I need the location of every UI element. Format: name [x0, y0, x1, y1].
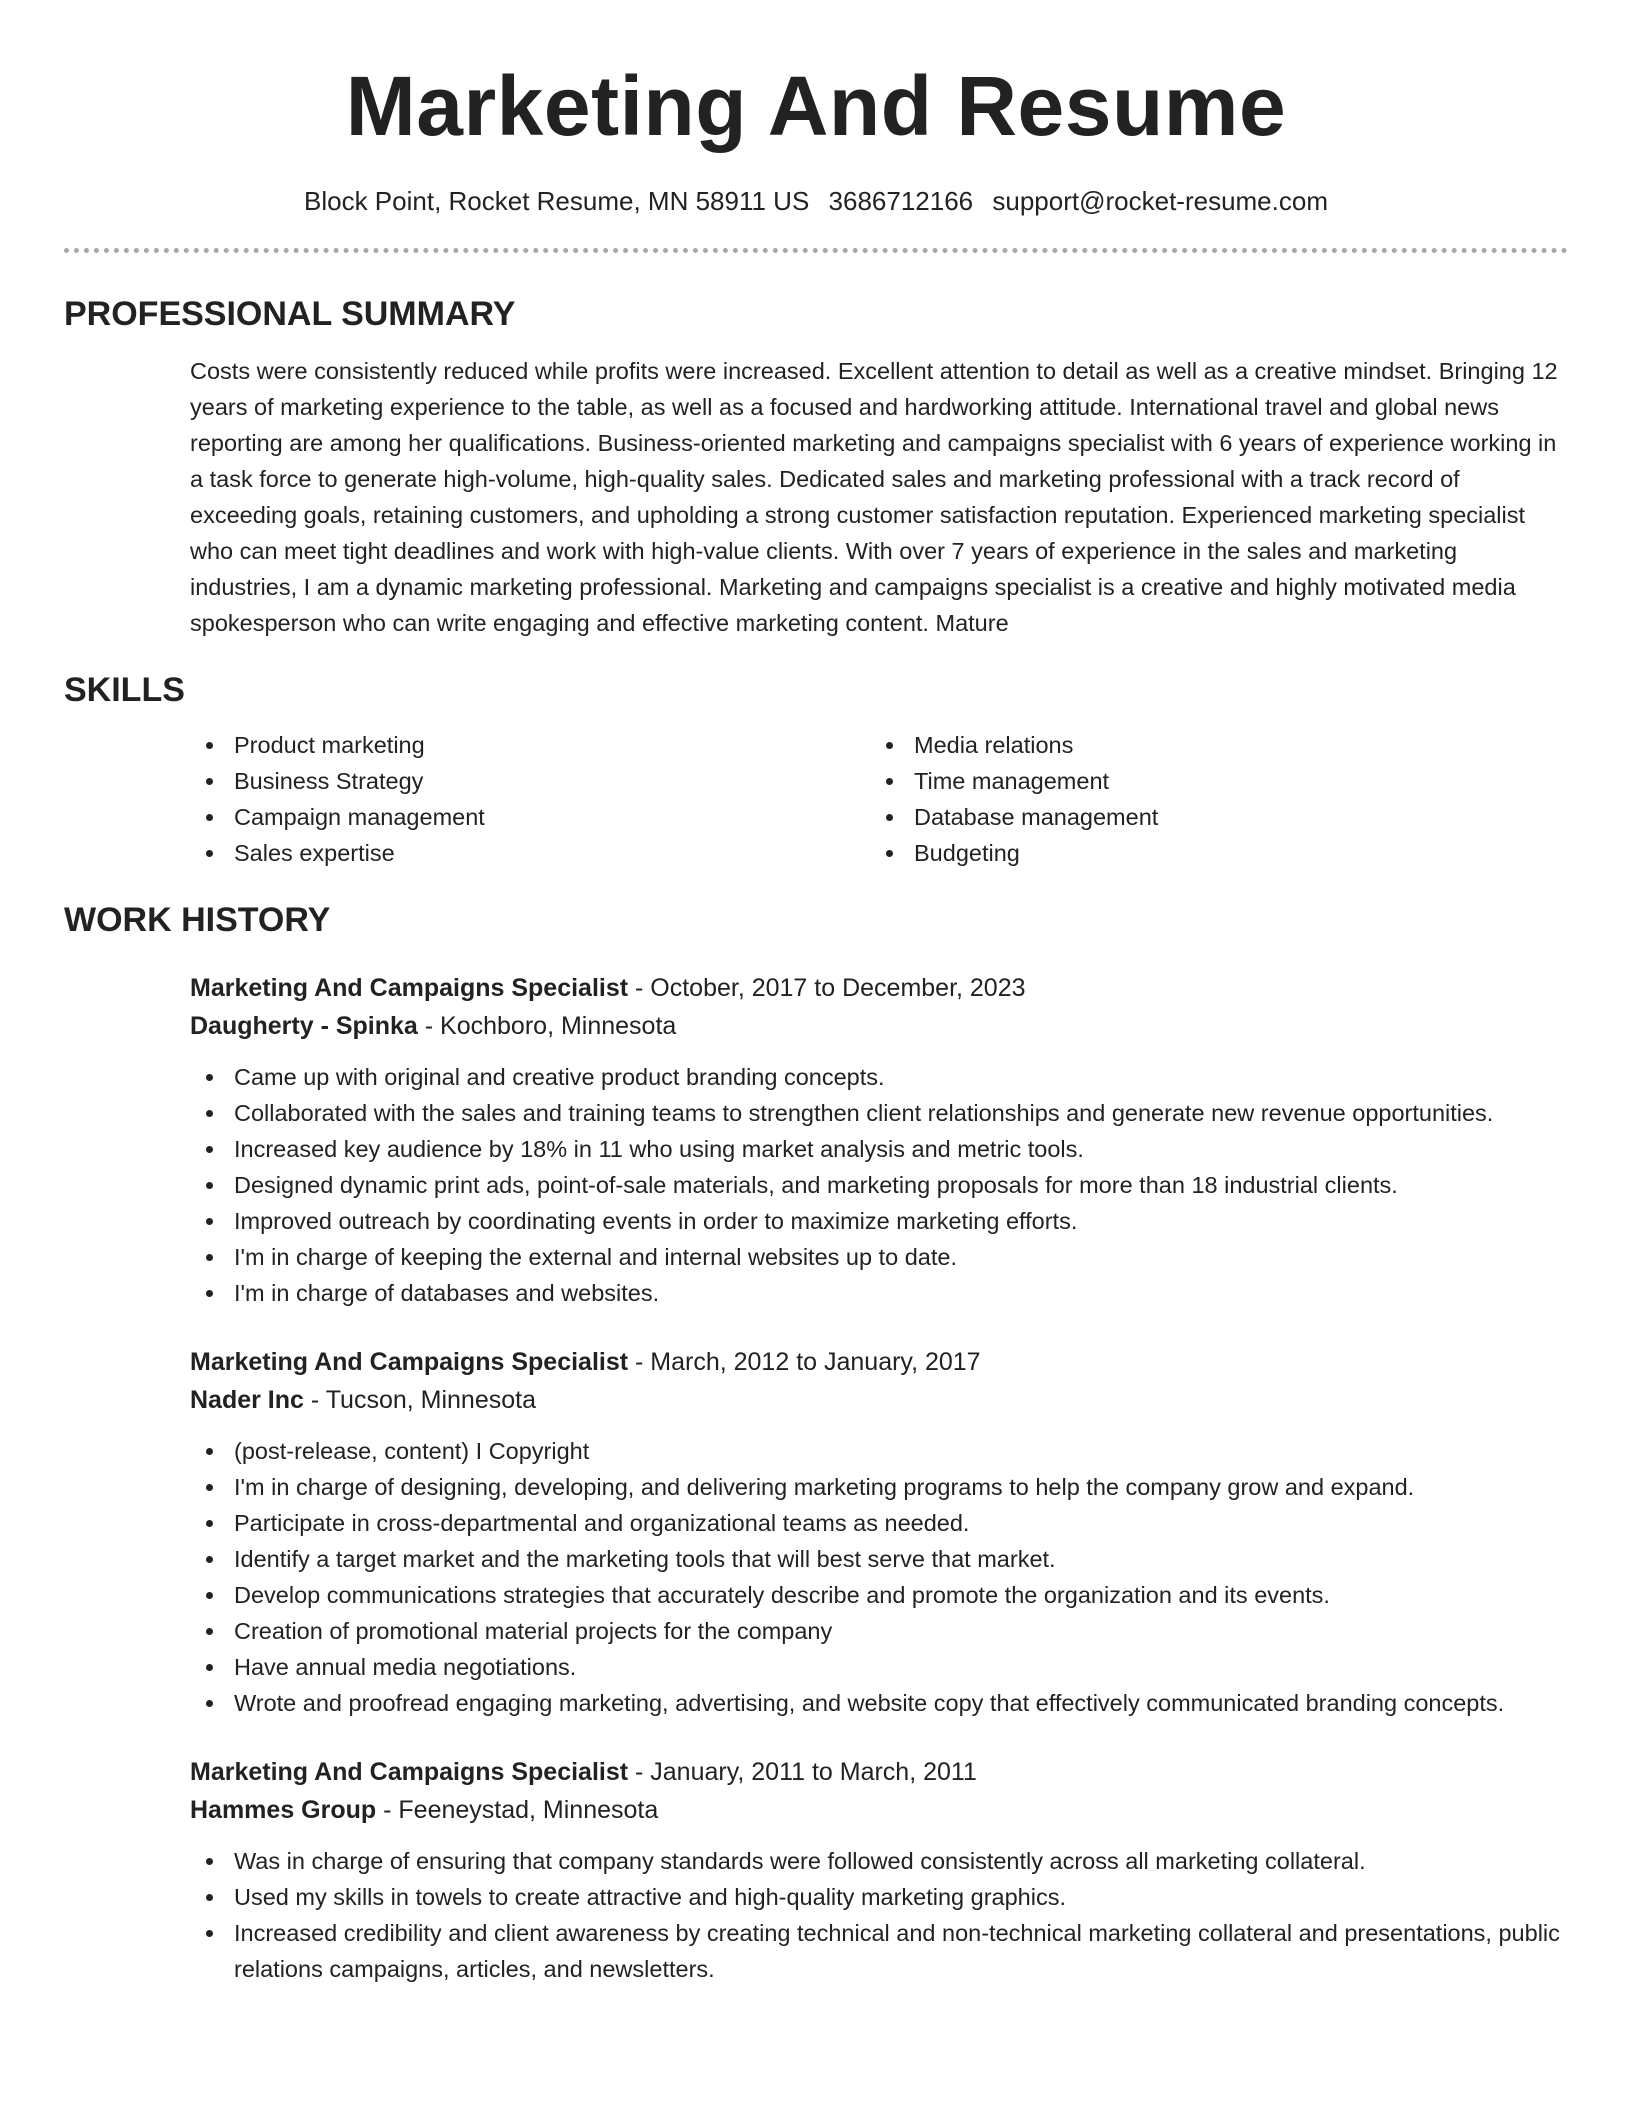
job-location: - Kochboro, Minnesota — [417, 1012, 677, 1040]
job-bullet: Participate in cross-departmental and organizational teams as needed. — [190, 1505, 1570, 1541]
skill-item: Campaign management — [190, 799, 870, 835]
job-entry — [190, 969, 1568, 1311]
job-company-line — [190, 1007, 1568, 1045]
contact-line — [64, 184, 1568, 218]
job-bullet: Improved outreach by coordinating events in order to maximize marketing efforts. — [190, 1203, 1570, 1239]
job-bullet: I'm in charge of designing, developing, and delivering marketing programs to help the company grow and expand. — [190, 1469, 1570, 1505]
skill-item: Budgeting — [870, 835, 1550, 871]
header-divider — [64, 248, 1568, 253]
job-entry — [190, 1343, 1568, 1721]
job-company: Daugherty - Spinka — [190, 1012, 418, 1040]
job-bullets — [190, 1843, 1570, 1987]
job-bullets — [190, 1433, 1570, 1721]
job-bullets — [190, 1059, 1570, 1311]
skills-column-right — [870, 727, 1550, 871]
job-entry — [190, 1753, 1568, 1987]
job-bullet: Increased credibility and client awareness by creating technical and non-technical marketing collateral and presentations, public relations campaigns, articles, and newsletters. — [190, 1915, 1570, 1987]
summary-text: Costs were consistently reduced while profits were increased. Excellent attention to detail as well as a creative mindset. Bringing 12 years of marketing experience to the table, as well as a focused and hardworking attitude. International travel and global news reporting are among her qualifications. Business-oriented marketing and campaigns specialist with 6 years of experience working in a task force to generate high-volume, high-quality sales. Dedicated sales and marketing professional with a track record of exceeding goals, retaining customers, and upholding a strong customer satisfaction reputation. Experienced marketing specialist who can meet tight deadlines and work with high-value clients. With over 7 years of experience in the sales and marketing industries, I am a dynamic marketing professional. Marketing and campaigns specialist is a creative and highly motivated media spokesperson who can write engaging and effective marketing content. Mature — [190, 358, 1558, 636]
skill-item: Product marketing — [190, 727, 870, 763]
job-company: Hammes Group — [190, 1796, 377, 1824]
job-bullet: Develop communications strategies that accurately describe and promote the organization and its events. — [190, 1577, 1570, 1613]
job-location: - Tucson, Minnesota — [303, 1386, 536, 1414]
job-bullet: Designed dynamic print ads, point-of-sale materials, and marketing proposals for more than 18 industrial clients. — [190, 1167, 1570, 1203]
job-title: Marketing And Campaigns Specialist — [190, 1758, 629, 1786]
skill-item: Database management — [870, 799, 1550, 835]
contact-address: Block Point, Rocket Resume, MN 58911 US — [304, 186, 810, 216]
section-title-summary: PROFESSIONAL SUMMARY — [64, 295, 516, 333]
job-company-line — [190, 1791, 1568, 1829]
contact-email: support@rocket-resume.com — [992, 186, 1328, 216]
job-dates: - October, 2017 to December, 2023 — [628, 974, 1026, 1002]
skills-list — [190, 727, 1568, 871]
skill-item: Sales expertise — [190, 835, 870, 871]
job-title-line — [190, 969, 1568, 1007]
job-title: Marketing And Campaigns Specialist — [190, 974, 629, 1002]
job-location: - Feeneystad, Minnesota — [376, 1796, 659, 1824]
skill-item: Time management — [870, 763, 1550, 799]
job-bullet: Collaborated with the sales and training teams to strengthen client relationships and generate new revenue opportunities. — [190, 1095, 1570, 1131]
job-company: Nader Inc — [190, 1386, 304, 1414]
job-bullet: Was in charge of ensuring that company standards were followed consistently across all marketing collateral. — [190, 1843, 1570, 1879]
resume-name: Marketing And Resume — [345, 59, 1287, 153]
contact-phone: 3686712166 — [828, 186, 974, 216]
job-bullet: Increased key audience by 18% in 11 who using market analysis and metric tools. — [190, 1131, 1570, 1167]
skill-item: Business Strategy — [190, 763, 870, 799]
job-bullet: Used my skills in towels to create attractive and high-quality marketing graphics. — [190, 1879, 1570, 1915]
section-title-work-history: WORK HISTORY — [64, 901, 331, 939]
job-bullet: Wrote and proofread engaging marketing, advertising, and website copy that effectively communicated branding concepts. — [190, 1685, 1570, 1721]
job-bullet: Have annual media negotiations. — [190, 1649, 1570, 1685]
job-bullet: Came up with original and creative product branding concepts. — [190, 1059, 1570, 1095]
job-bullet: (post-release, content) I Copyright — [190, 1433, 1570, 1469]
job-dates: - March, 2012 to January, 2017 — [628, 1348, 981, 1376]
section-title-skills: SKILLS — [64, 671, 185, 709]
job-bullet: I'm in charge of keeping the external and internal websites up to date. — [190, 1239, 1570, 1275]
skills-column-left — [190, 727, 870, 871]
resume-page — [64, 0, 1568, 1987]
skill-item: Media relations — [870, 727, 1550, 763]
job-title-line — [190, 1753, 1568, 1791]
job-title-line — [190, 1343, 1568, 1381]
job-bullet: I'm in charge of databases and websites. — [190, 1275, 1570, 1311]
job-bullet: Identify a target market and the marketing tools that will best serve that market. — [190, 1541, 1570, 1577]
job-bullet: Creation of promotional material projects for the company — [190, 1613, 1570, 1649]
job-dates: - January, 2011 to March, 2011 — [628, 1758, 977, 1786]
job-title: Marketing And Campaigns Specialist — [190, 1348, 629, 1376]
job-company-line — [190, 1381, 1568, 1419]
